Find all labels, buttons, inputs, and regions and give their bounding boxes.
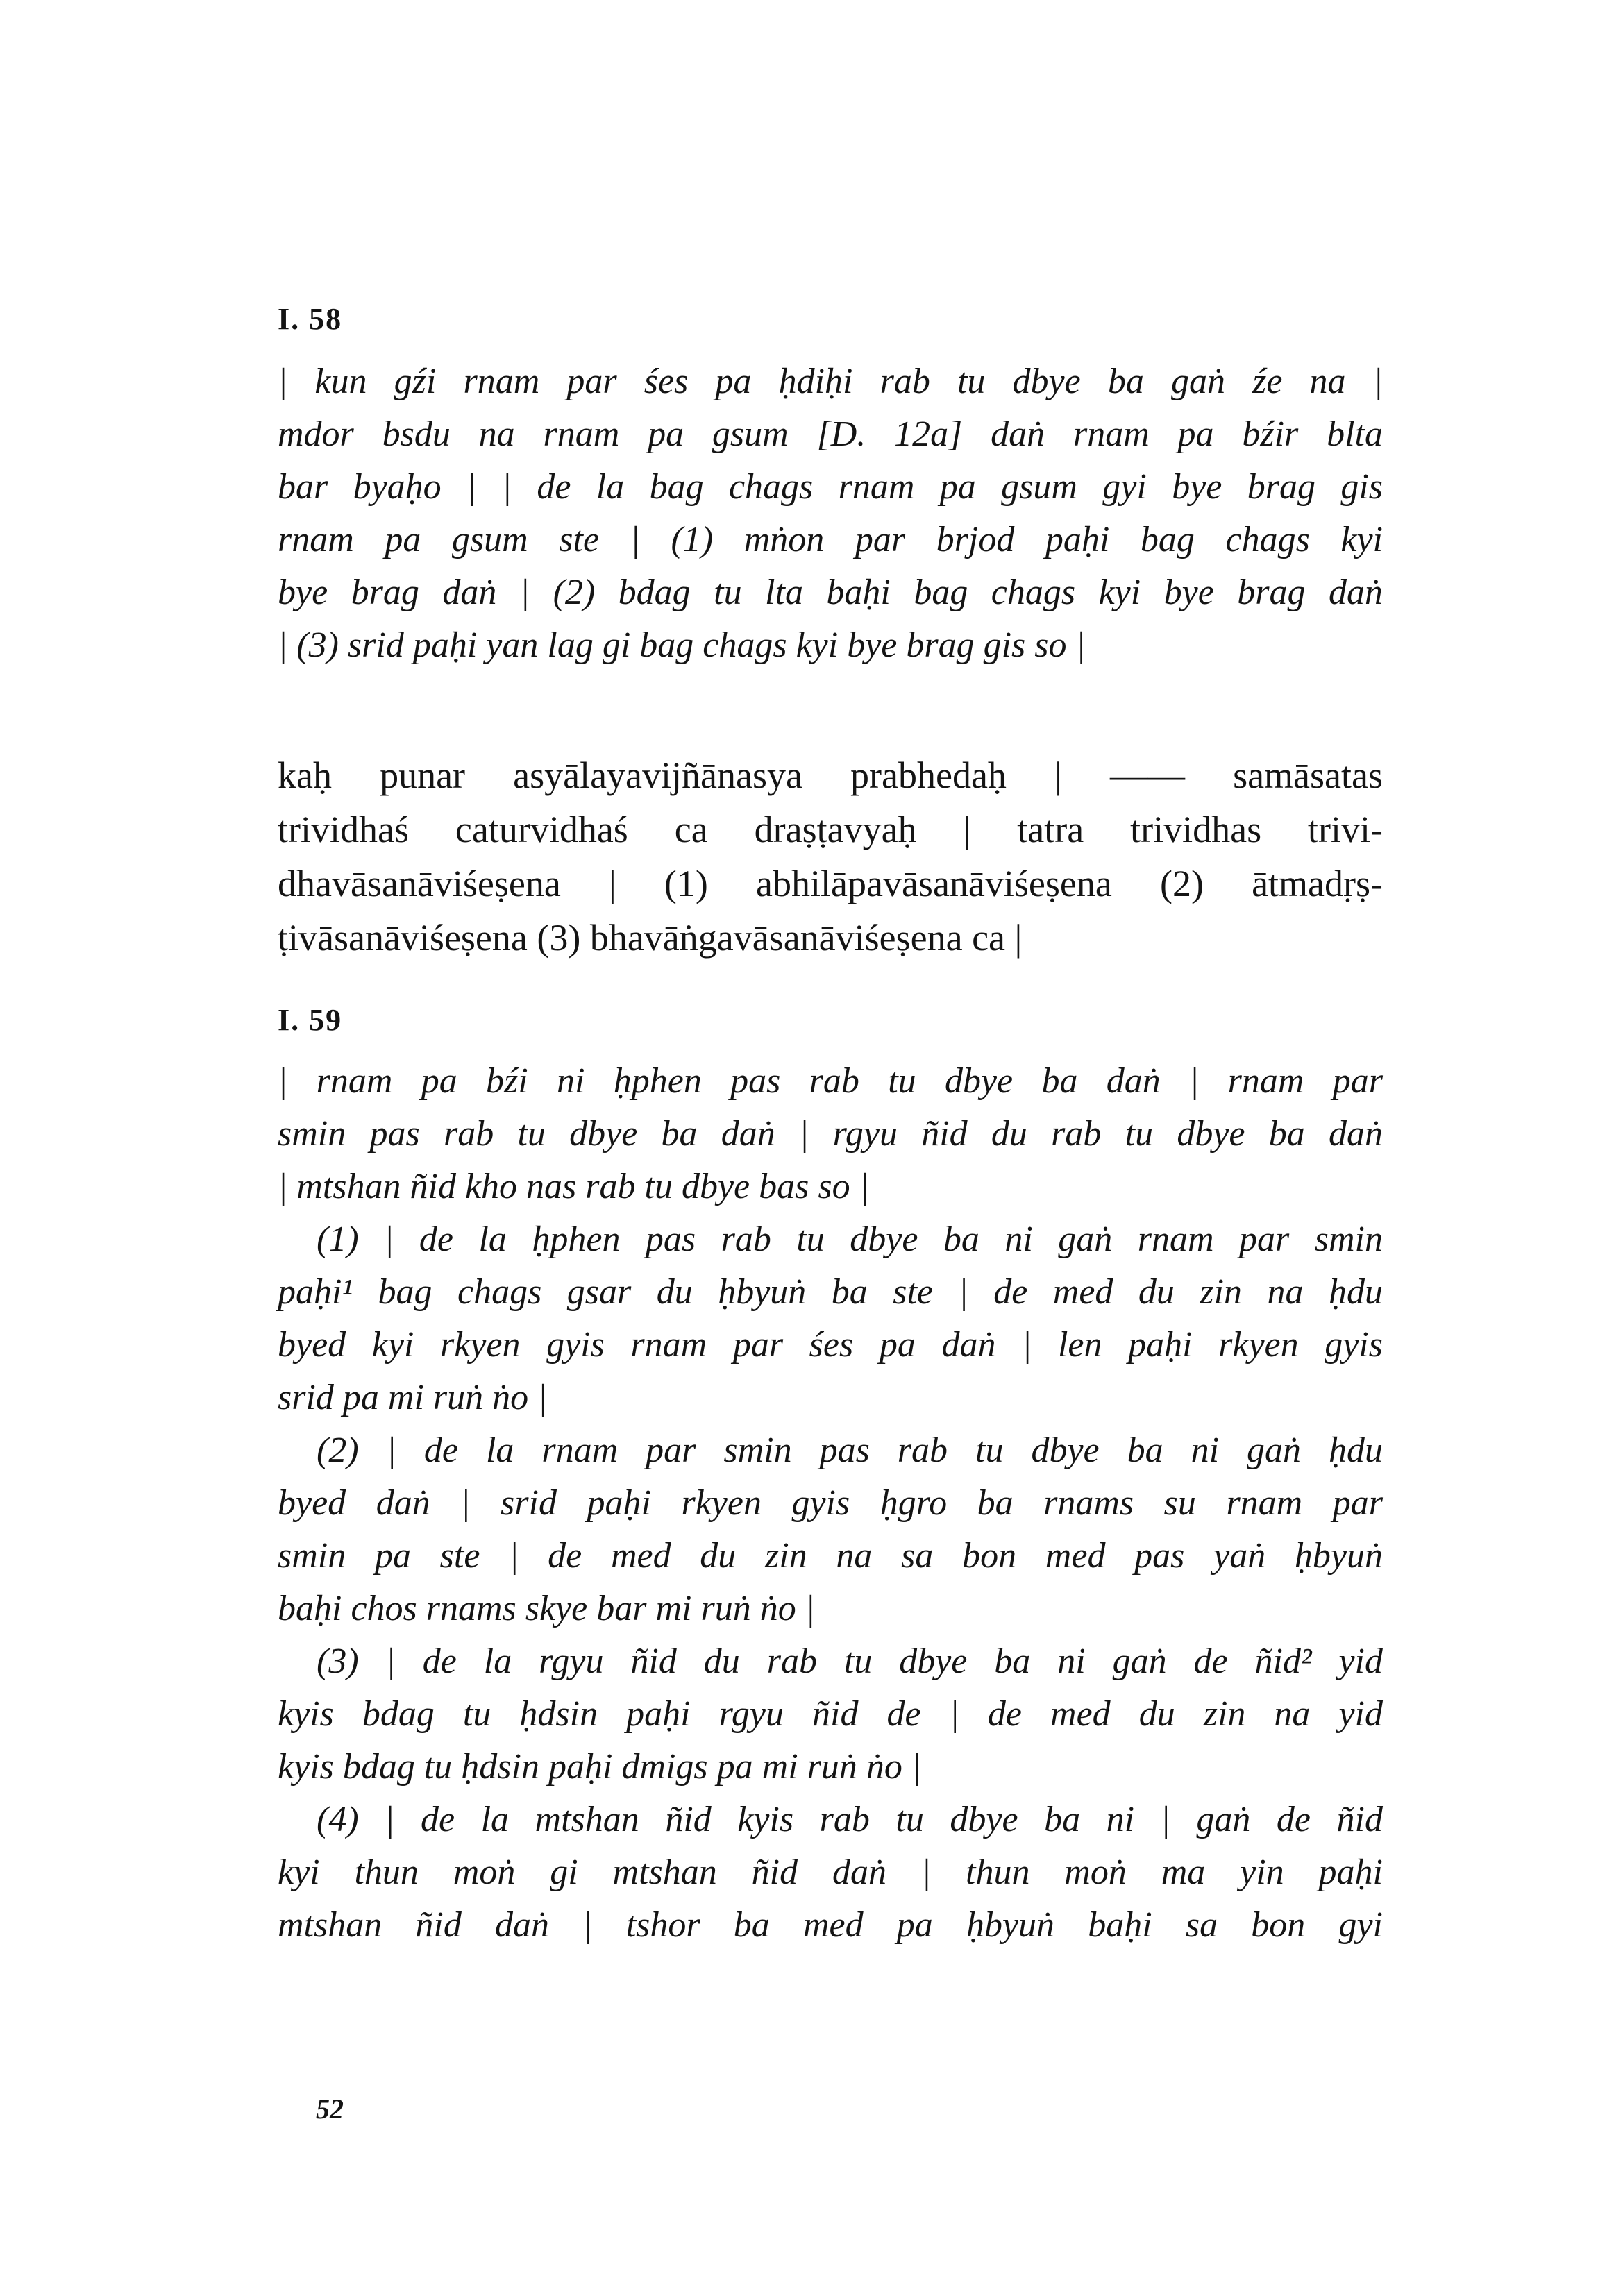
text-line: (1) | de la ḥphen pas rab tu dbye ba ni gaṅ rnam par smin <box>317 1219 1383 1259</box>
section-label: I. 58 <box>278 302 343 336</box>
tibetan-item-2 <box>278 1424 1383 1635</box>
text-line: smin pa ste | de med du zin na sa bon med pas yaṅ ḥbyuṅ <box>278 1536 1383 1576</box>
text-line: byed daṅ | srid paḥi rkyen gyis ḥgro ba rnams su rnam par <box>278 1483 1383 1523</box>
text-line: kyi thun moṅ gi mtshan ñid daṅ | thun moṅ ma yin paḥi <box>278 1852 1383 1892</box>
text-line: kyis bdag tu ḥdsin paḥi rgyu ñid de | de med du zin na yid <box>278 1694 1383 1734</box>
text-line: ṭivāsanāviśeṣena (3) bhavāṅgavāsanāviśeṣena ca | <box>278 917 1023 959</box>
text-line: bar byaḥo | | de la bag chags rnam pa gsum gyi bye brag gis <box>278 467 1383 507</box>
tibetan-paragraph <box>278 355 1383 672</box>
section-i59 <box>278 999 1383 1952</box>
page-number: 52 <box>316 2093 344 2125</box>
text-line: trividhaś caturvidhaś ca draṣṭavyaḥ | tatra trividhas trivi- <box>278 809 1383 850</box>
text-line: baḥi chos rnams skye bar mi ruṅ ṅo | <box>278 1589 816 1628</box>
text-line: paḥi¹ bag chags gsar du ḥbyuṅ ba ste | de med du zin na ḥdu <box>278 1272 1383 1312</box>
text-line: dhavāsanāviśeṣena | (1) abhilāpavāsanāviśeṣena (2) ātmadṛṣ- <box>278 863 1383 904</box>
text-line: kyis bdag tu ḥdsin paḥi dmigs pa mi ruṅ ṅo | <box>278 1747 922 1787</box>
text-line: smin pas rab tu dbye ba daṅ | rgyu ñid du rab tu dbye ba daṅ <box>278 1114 1383 1154</box>
text-line: | rnam pa bźi ni ḥphen pas rab tu dbye ba daṅ | rnam par <box>278 1061 1383 1101</box>
text-line: | (3) srid paḥi yan lag gi bag chags kyi bye brag gis so | <box>278 625 1086 665</box>
text-line: (2) | de la rnam par smin pas rab tu dbye ba ni gaṅ ḥdu <box>317 1430 1383 1470</box>
text-line: (4) | de la mtshan ñid kyis rab tu dbye ba ni | gaṅ de ñid <box>317 1800 1383 1839</box>
tibetan-item-1 <box>278 1213 1383 1424</box>
section-i58 <box>278 298 1383 965</box>
tibetan-item-4 <box>278 1793 1383 1952</box>
text-line: byed kyi rkyen gyis rnam par śes pa daṅ | len paḥi rkyen gyis <box>278 1325 1383 1365</box>
tibetan-intro-paragraph <box>278 1055 1383 1213</box>
text-line: | mtshan ñid kho nas rab tu dbye bas so | <box>278 1167 869 1206</box>
section-label: I. 59 <box>278 1003 343 1037</box>
text-line: bye brag daṅ | (2) bdag tu lta baḥi bag chags kyi bye brag daṅ <box>278 573 1383 612</box>
text-line: (3) | de la rgyu ñid du rab tu dbye ba ni gaṅ de ñid² yid <box>317 1641 1383 1681</box>
sanskrit-paragraph <box>278 748 1383 965</box>
text-line: | kun gźi rnam par śes pa ḥdiḥi rab tu dbye ba gaṅ źe na | <box>278 362 1383 401</box>
text-line: srid pa mi ruṅ ṅo | <box>278 1378 548 1417</box>
text-line: mdor bsdu na rnam pa gsum [D. 12a] daṅ rnam pa bźir blta <box>278 414 1383 454</box>
text-line: kaḥ punar asyālayavijñānasya prabhedaḥ | —— samāsatas <box>278 754 1383 796</box>
tibetan-item-3 <box>278 1635 1383 1793</box>
text-line: rnam pa gsum ste | (1) mṅon par brjod paḥi bag chags kyi <box>278 520 1383 559</box>
text-line: mtshan ñid daṅ | tshor ba med pa ḥbyuṅ baḥi sa bon gyi <box>278 1905 1383 1945</box>
